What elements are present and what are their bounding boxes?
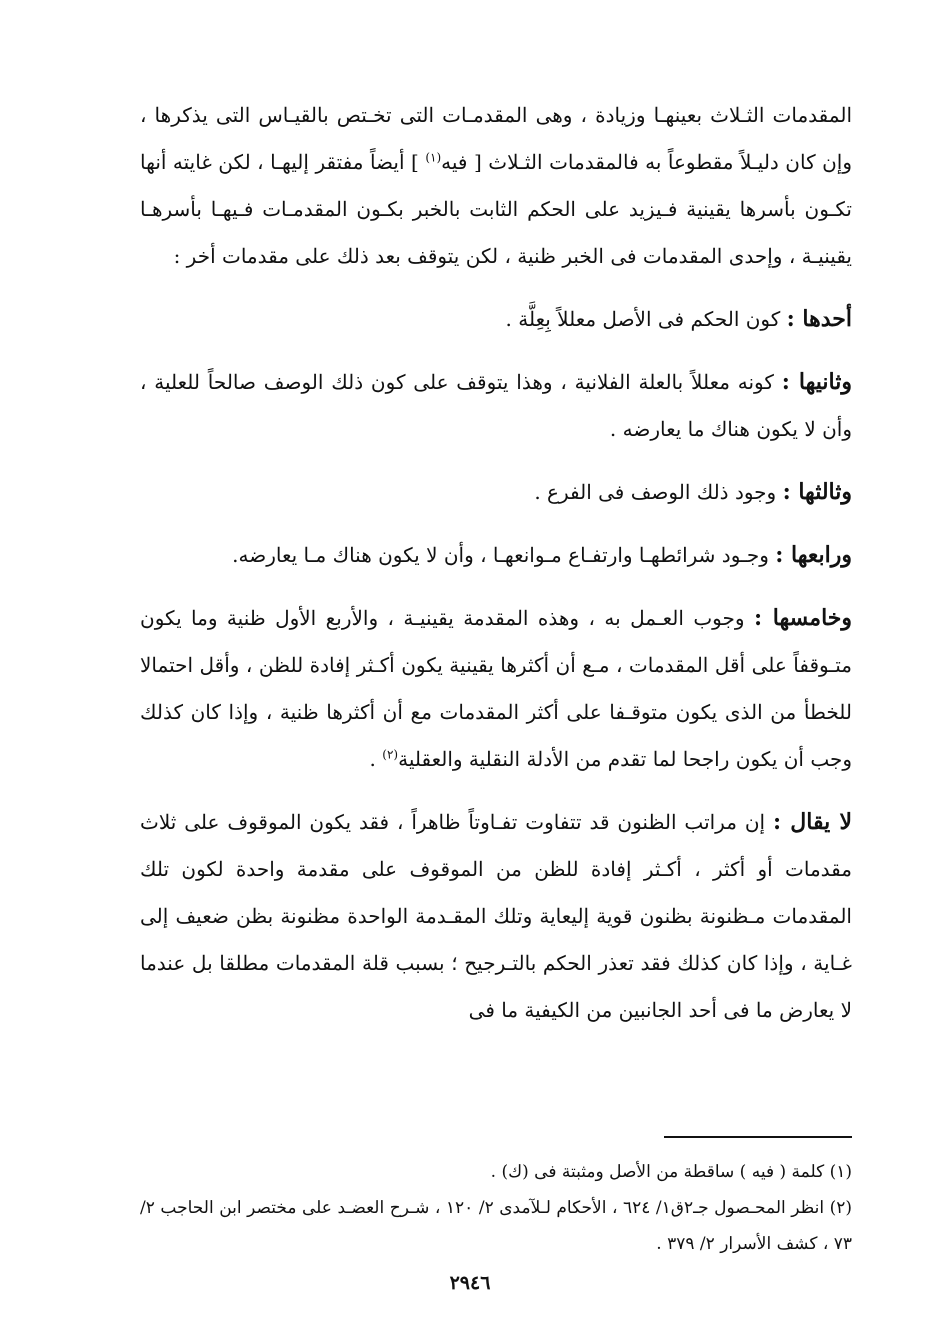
footnote-divider bbox=[664, 1136, 852, 1138]
paragraph-objection bbox=[140, 799, 852, 1034]
paragraph-objection-text: إن مراتب الظنون قد تتفاوت تفـاوتاً ظاهراً ، فقد يكون الموقوف على ثلاث مقدمات أو أكثر ، أكـثر إفادة للظن من الموقوف على مقدمة واحدة لكون تلك المقدمات مـظنونة بظنون قوية إليعاية وتلك المقـدمة الواحدة مظنونة بظن ضعيف إلى غـاية ، وإذا كان كذلك فقد تعذر الحكم بالتـرجيح ؛ بسبب قلة المقدمات مطلقا بل عندما لا يعارض ما فى أحد الجانبين من الكيفية ما فى bbox=[140, 810, 852, 1022]
term-first: أحدها : bbox=[786, 306, 852, 332]
term-fifth: وخامسها : bbox=[753, 605, 852, 631]
paragraph-fifth-text: وجوب العـمل به ، وهذه المقدمة يقينيـة ، والأربع الأول ظنية وما يكون متـوقفاً على أقل المقدمات ، مـع أن أكثرها يقينية يكون أكـثر إفادة للظن ، وأقل احتمالا للخطأ من الذى يكون متوقـفا على أكثر المقدمات مع أن أكثرها ظنية ، وإذا كان كذلك وجب أن يكون راجحا لما تقدم من الأدلة النقلية والعقلية bbox=[140, 606, 852, 771]
footnote-2: (٢) انظر المحـصول جـ٢ق١/ ٦٢٤ ، الأحكام لـلآمدى ٢/ ١٢٠ ، شـرح العضـد على مختصر ابن الحاجب ٢/ ٧٣ ، كشف الأسرار ٢/ ٣٧٩ . bbox=[140, 1198, 852, 1254]
paragraph-first-text: كون الحكم فى الأصل معللاً بِعِلَّة . bbox=[505, 307, 781, 331]
paragraph-fifth bbox=[140, 595, 852, 783]
paragraph-second bbox=[140, 359, 852, 453]
term-objection: لا يقال : bbox=[772, 809, 852, 835]
paragraph-fourth bbox=[140, 532, 852, 579]
paragraph-intro-continuation: ] أيضاً مفتقر إليهـا ، لكن غايته أنها تكـون بأسرها يقينية فـيزيد على الحكم الثابت بالخبر بكـون المقدمـات فـيهـا بأسرهـا يقينيـة ، وإحدى المقدمات فى الخبر ظنية ، لكن يتوقف بعد ذلك على مقدمات أخر : bbox=[140, 150, 852, 268]
footnote-1: (١) كلمة ( فيه ) ساقطة من الأصل ومثبتة فى (ك) . bbox=[490, 1162, 852, 1182]
page-number: ٢٩٤٦ bbox=[449, 1272, 491, 1294]
footnotes bbox=[140, 1154, 852, 1262]
term-fourth: ورابعها : bbox=[775, 542, 852, 568]
footnote-ref-2: (٢) bbox=[382, 747, 399, 762]
paragraph-second-text: كونه معللاً بالعلة الفلانية ، وهذا يتوقف على كون ذلك الوصف صالحاً للعلية ، وأن لا يكون هناك ما يعارضه . bbox=[140, 370, 852, 441]
main-text bbox=[140, 92, 852, 1034]
footnote-ref-1: (١) bbox=[425, 150, 442, 165]
term-second: وثانيها : bbox=[781, 369, 852, 395]
paragraph-first bbox=[140, 296, 852, 343]
paragraph-third-text: وجود ذلك الوصف فى الفرع . bbox=[534, 480, 777, 504]
paragraph-intro bbox=[140, 92, 852, 280]
paragraph-fifth-end: . bbox=[369, 747, 376, 771]
paragraph-fourth-text: وجـود شرائطهـا وارتفـاع مـوانعهـا ، وأن لا يكون هناك مـا يعارضه. bbox=[232, 543, 769, 567]
paragraph-third bbox=[140, 469, 852, 516]
paragraph-intro-text: المقدمات الثـلاث بعينهـا وزيادة ، وهى المقدمـات التى تخـتص بالقيـاس التى يذكرها ، وإن كان دليـلاً مقطوعاً به فالمقدمات الثـلاث [ فيه bbox=[140, 103, 853, 174]
term-third: وثالثها : bbox=[782, 479, 852, 505]
